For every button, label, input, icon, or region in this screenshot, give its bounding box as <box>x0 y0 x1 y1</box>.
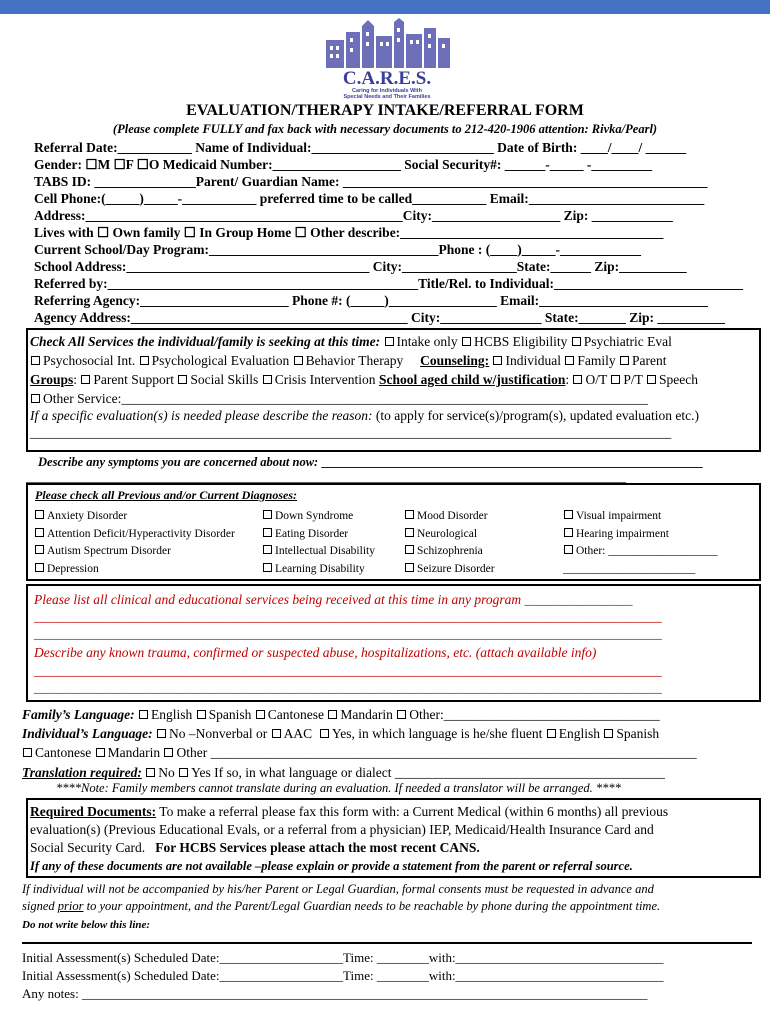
gender-medicaid-line[interactable]: Gender: ☐M ☐F ☐O Medicaid Number:___________________ Social Security#: ______-_____ -_________ <box>34 157 653 172</box>
svg-text:C.A.R.E.S.: C.A.R.E.S. <box>342 68 432 89</box>
dx-schizophrenia[interactable]: Schizophrenia <box>404 543 483 560</box>
translation-yes-checkbox[interactable] <box>179 768 188 777</box>
symptoms-line[interactable]: Describe any symptoms you are concerned about now: _____________________________________________________________ <box>38 455 703 469</box>
notes-line[interactable]: Any notes: _______________________________________________________________________________________ <box>22 986 648 1001</box>
svg-text:Special Needs and Their Famili: Special Needs and Their Families <box>343 94 431 100</box>
school-program-line[interactable]: Current School/Day Program:__________________________________Phone : (____)_____-____________ <box>34 242 641 257</box>
family-spanish-checkbox[interactable] <box>197 710 206 719</box>
clinical-blank-2[interactable]: _____________________________________________________________________________________________ <box>34 626 662 641</box>
specific-eval-line: If a specific evaluation(s) is needed please describe the reason: (to apply for service(s)/program(s), updated evaluation etc.) <box>30 408 700 423</box>
dx-learning[interactable]: Learning Disability <box>262 561 365 578</box>
behavior-therapy-checkbox[interactable] <box>294 356 303 365</box>
dx-anxiety[interactable]: Anxiety Disorder <box>34 508 127 525</box>
psychosocial-checkbox[interactable] <box>31 356 40 365</box>
divider-line <box>22 942 752 944</box>
intake-only-checkbox[interactable] <box>385 337 394 346</box>
address-line[interactable]: Address:_______________________________________________City:___________________ Zip: ____________ <box>34 208 673 223</box>
indiv-nonverbal-checkbox[interactable] <box>157 729 166 738</box>
svg-text:Caring for Individuals With: Caring for Individuals With <box>352 88 422 94</box>
translation-line: Translation required: No Yes If so, in what language or dialect ________________________________________ <box>22 765 665 780</box>
family-english-checkbox[interactable] <box>139 710 148 719</box>
required-line-3: Social Security Card. For HCBS Services please attach the most recent CANS. <box>30 840 480 855</box>
do-not-write-label: Do not write below this line: <box>22 919 151 931</box>
counseling-parent-checkbox[interactable] <box>620 356 629 365</box>
dx-mood[interactable]: Mood Disorder <box>404 508 488 525</box>
required-line-1: Required Documents: To make a referral please fax this form with: a Current Medical (within 6 months) all previous <box>30 804 669 819</box>
translation-no-checkbox[interactable] <box>146 768 155 777</box>
clinical-prompt: Please list all clinical and educational services being received at this time in any program ________________ <box>34 592 633 607</box>
counseling-individual-checkbox[interactable] <box>493 356 502 365</box>
translation-note: ****Note: Family members cannot translate during an evaluation. If needed a translator will be arranged. **** <box>56 781 621 795</box>
individual-language-line: Individual’s Language: No –Nonverbal or AAC Yes, in which language is he/she fluent English Spanish <box>22 726 660 741</box>
cell-phone-line[interactable]: Cell Phone:(_____)_____-___________ preferred time to be called___________ Email:__________________________ <box>34 191 705 206</box>
indiv-aac-checkbox[interactable] <box>272 729 281 738</box>
tabs-guardian-line[interactable]: TABS ID: _______________Parent/ Guardian Name: ______________________________________________________ <box>34 174 708 189</box>
form-title: EVALUATION/THERAPY INTAKE/REFERRAL FORM <box>186 102 584 119</box>
social-skills-checkbox[interactable] <box>178 375 187 384</box>
dx-depression[interactable]: Depression <box>34 561 99 578</box>
dx-other[interactable]: Other: ___________________ <box>563 543 718 560</box>
counseling-family-checkbox[interactable] <box>565 356 574 365</box>
dx-seizure[interactable]: Seizure Disorder <box>404 561 495 578</box>
indiv-mandarin-checkbox[interactable] <box>96 748 105 757</box>
lives-with-line[interactable]: Lives with ☐ Own family ☐ In Group Home ☐ Other describe:_______________________________________ <box>34 225 664 240</box>
assessment-line-2[interactable]: Initial Assessment(s) Scheduled Date:___________________Time: ________with:________________________________ <box>22 968 664 983</box>
services-row-3: Groups: Parent Support Social Skills Crisis Intervention School aged child w/justification: O/T P/T Speech <box>30 372 698 387</box>
family-language-line: Family’s Language: English Spanish Cantonese Mandarin Other:________________________________ <box>22 707 660 722</box>
agency-address-line[interactable]: Agency Address:_________________________________________ City:_______________ State:_______ Zip: __________ <box>34 310 725 325</box>
indiv-cantonese-checkbox[interactable] <box>23 748 32 757</box>
required-line-4: If any of these documents are not available –please explain or provide a statement from the parent or referral source. <box>30 859 633 873</box>
parent-support-checkbox[interactable] <box>81 375 90 384</box>
family-cantonese-checkbox[interactable] <box>256 710 265 719</box>
consent-line-1: If individual will not be accompanied by his/her Parent or Legal Guardian, formal consents must be requested in advance and <box>22 882 654 896</box>
dx-intellectual[interactable]: Intellectual Disability <box>262 543 375 560</box>
required-line-2: evaluation(s) (Previous Educational Evals, or a referral from a physician) IEP, Medicaid/Health Insurance Card and <box>30 822 654 837</box>
referral-date-line[interactable]: Referral Date:___________ Name of Individual:___________________________ Date of Birth: ____/____/ ______ <box>34 140 687 155</box>
dx-visual[interactable]: Visual impairment <box>563 508 661 525</box>
crisis-intervention-checkbox[interactable] <box>263 375 272 384</box>
indiv-spanish-checkbox[interactable] <box>604 729 613 738</box>
specific-eval-blank[interactable]: _______________________________________________________________________________________________ <box>30 425 672 440</box>
individual-language-line-2: Cantonese Mandarin Other ________________________________________________________________________ <box>22 743 697 762</box>
form-subtitle: (Please complete FULLY and fax back with necessary documents to 212-420-1906 attention: Rivka/Pearl) <box>112 122 658 136</box>
diagnoses-heading: Please check all Previous and/or Current Diagnoses: <box>35 488 298 502</box>
clinical-blank-1[interactable]: _____________________________________________________________________________________________ <box>34 609 662 624</box>
family-other-checkbox[interactable] <box>397 710 406 719</box>
family-mandarin-checkbox[interactable] <box>328 710 337 719</box>
dx-other-blank[interactable]: _______________________ <box>563 563 696 575</box>
psych-eval-checkbox[interactable] <box>140 356 149 365</box>
trauma-blank-1[interactable]: _____________________________________________________________________________________________ <box>34 663 662 678</box>
top-banner <box>0 0 770 14</box>
referring-agency-line[interactable]: Referring Agency:______________________ Phone #: (_____)________________ Email:_________________________ <box>34 293 708 308</box>
speech-checkbox[interactable] <box>647 375 656 384</box>
dx-down-syndrome[interactable]: Down Syndrome <box>262 508 353 525</box>
dx-hearing[interactable]: Hearing impairment <box>563 526 669 543</box>
cares-logo <box>322 18 452 100</box>
trauma-prompt: Describe any known trauma, confirmed or suspected abuse, hospitalizations, etc. (attach available info) <box>34 645 597 660</box>
psychiatric-eval-checkbox[interactable] <box>572 337 581 346</box>
dx-adhd[interactable]: Attention Deficit/Hyperactivity Disorder <box>34 526 235 543</box>
services-row-2: Psychosocial Int. Psychological Evaluation Behavior Therapy Counseling: Individual Family Parent <box>30 351 667 370</box>
trauma-blank-2[interactable]: _____________________________________________________________________________________________ <box>34 680 662 695</box>
ot-checkbox[interactable] <box>573 375 582 384</box>
school-address-line[interactable]: School Address:____________________________________ City:_________________State:______ Zip:__________ <box>34 259 687 274</box>
assessment-line-1[interactable]: Initial Assessment(s) Scheduled Date:___________________Time: ________with:________________________________ <box>22 950 664 965</box>
consent-line-2: signed prior to your appointment, and the Parent/Legal Guardian needs to be reachable by phone during the appointment time. <box>22 899 661 913</box>
hcbs-checkbox[interactable] <box>462 337 471 346</box>
other-service-line: Other Service:______________________________________________________________________________ <box>30 389 648 408</box>
dx-eating[interactable]: Eating Disorder <box>262 526 348 543</box>
dx-neurological[interactable]: Neurological <box>404 526 477 543</box>
symptoms-blank[interactable]: ________________________________________________________________________________________________ <box>26 470 626 484</box>
dx-autism[interactable]: Autism Spectrum Disorder <box>34 543 171 560</box>
pt-checkbox[interactable] <box>611 375 620 384</box>
indiv-english-checkbox[interactable] <box>547 729 556 738</box>
indiv-yes-checkbox[interactable] <box>320 729 329 738</box>
other-service-checkbox[interactable] <box>31 394 40 403</box>
services-row-1: Check All Services the individual/family is seeking at this time: Intake only HCBS Eligibility Psychiatric Eval <box>30 334 672 349</box>
referred-by-line[interactable]: Referred by:______________________________________________Title/Rel. to Individual:____________________________ <box>34 276 743 291</box>
indiv-other-checkbox[interactable] <box>164 748 173 757</box>
